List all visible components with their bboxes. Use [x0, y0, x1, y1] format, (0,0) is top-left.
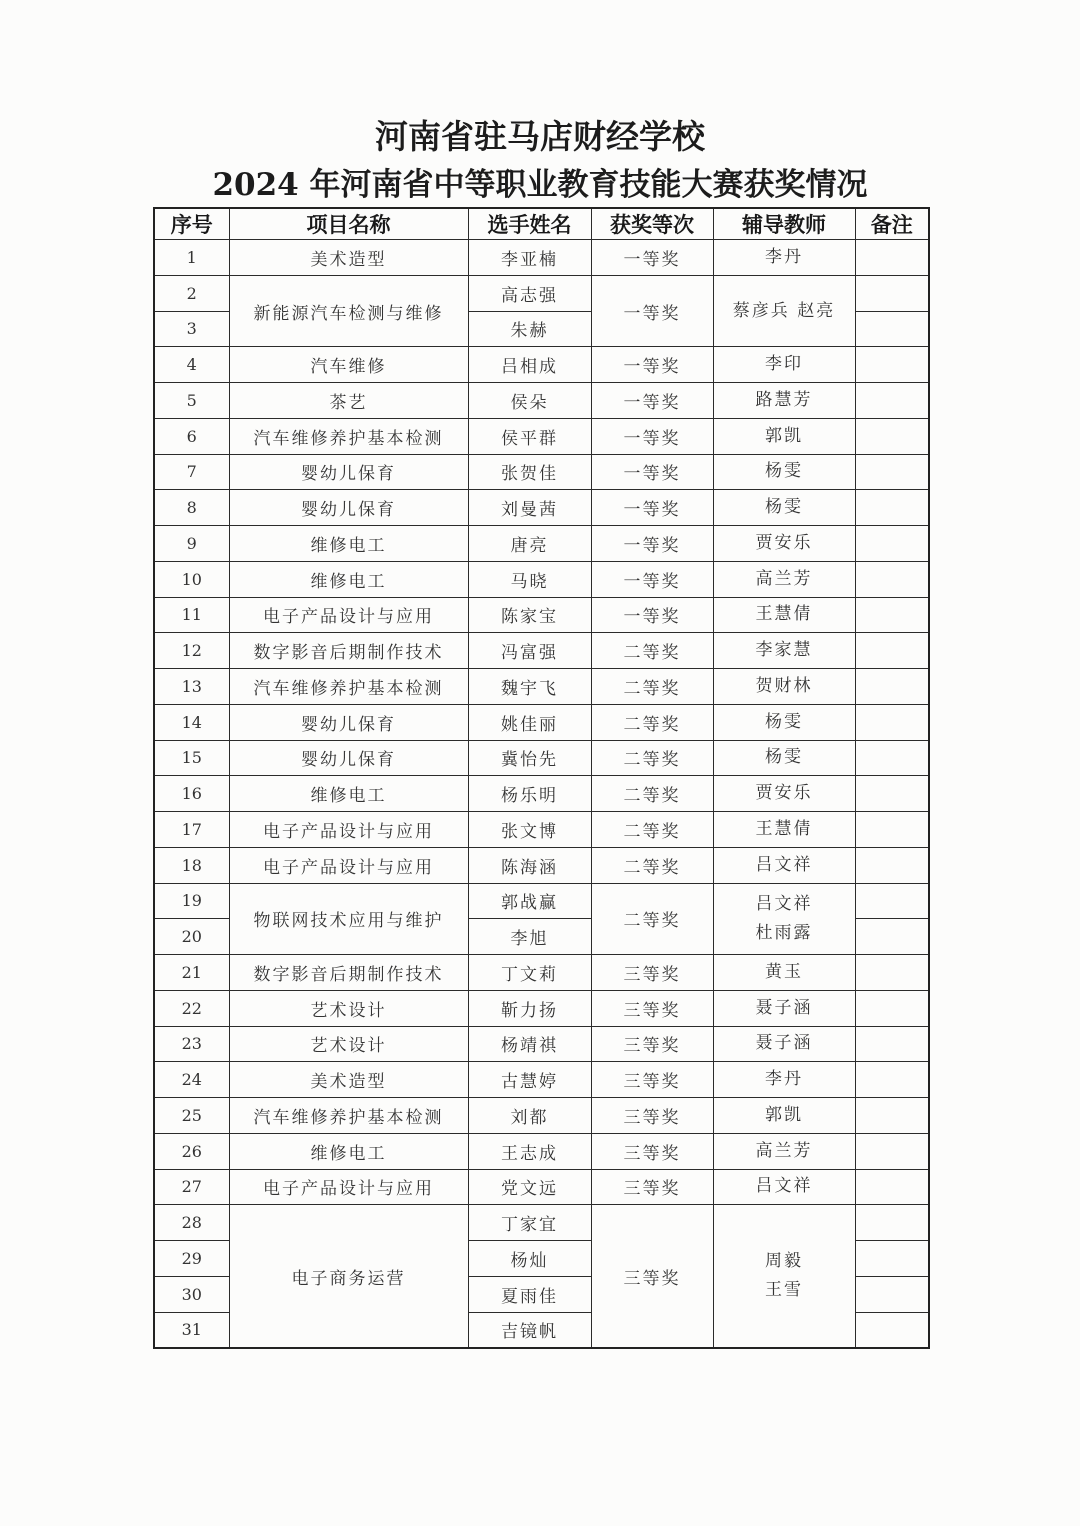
table-row	[154, 383, 929, 419]
remark-cell	[855, 1169, 929, 1205]
project-name-cell: 新能源汽车检测与维修	[229, 275, 468, 347]
project-name-cell: 汽车维修	[229, 347, 468, 383]
project-name-cell: 艺术设计	[229, 990, 468, 1026]
instructor-cell	[713, 990, 855, 1026]
instructor-cell	[713, 454, 855, 490]
table-row	[154, 1062, 929, 1098]
project-name-cell: 婴幼儿保育	[229, 490, 468, 526]
project-name-cell: 婴幼儿保育	[229, 454, 468, 490]
instructor-name: 王慧倩	[755, 818, 813, 839]
table-row	[154, 1133, 929, 1169]
header-contestant: 选手姓名	[468, 208, 591, 240]
row-number-cell: 25	[154, 1098, 229, 1134]
contestant-name-cell: 丁文莉	[468, 955, 591, 991]
instructor-name: 吕文祥	[755, 854, 813, 875]
project-name-cell: 数字影音后期制作技术	[229, 955, 468, 991]
remark-cell	[855, 1133, 929, 1169]
contestant-name-cell: 李旭	[468, 919, 591, 955]
instructor-cell	[713, 633, 855, 669]
row-number-cell: 30	[154, 1276, 229, 1312]
instructor-name: 李印	[765, 354, 803, 375]
remark-cell	[855, 1098, 929, 1134]
header-instructor: 辅导教师	[713, 208, 855, 240]
row-number-cell: 8	[154, 490, 229, 526]
table-row	[154, 704, 929, 740]
project-name-cell: 维修电工	[229, 561, 468, 597]
award-level-cell: 一等奖	[591, 526, 713, 562]
table-row	[154, 883, 929, 919]
instructor-cell	[713, 669, 855, 705]
table-row	[154, 669, 929, 705]
instructor-cell	[713, 418, 855, 454]
document-subtitle: 2024 年河南省中等职业教育技能大赛获奖情况	[212, 167, 868, 203]
contestant-name-cell: 古慧婷	[468, 1062, 591, 1098]
table-row	[154, 990, 929, 1026]
contestant-name-cell: 郭战赢	[468, 883, 591, 919]
project-name-cell: 汽车维修养护基本检测	[229, 669, 468, 705]
remark-cell	[855, 526, 929, 562]
award-level-cell: 一等奖	[591, 454, 713, 490]
award-level-cell: 一等奖	[591, 383, 713, 419]
instructor-name: 王雪	[765, 1280, 803, 1300]
contestant-name-cell: 侯朵	[468, 383, 591, 419]
project-name-cell: 维修电工	[229, 776, 468, 812]
header-row	[154, 208, 929, 240]
award-level-cell: 三等奖	[591, 1026, 713, 1062]
remark-cell	[855, 347, 929, 383]
table-row	[154, 597, 929, 633]
award-level-cell: 一等奖	[591, 561, 713, 597]
remark-cell	[855, 669, 929, 705]
contestant-name-cell: 李亚楠	[468, 240, 591, 276]
project-name-cell: 维修电工	[229, 1133, 468, 1169]
contestant-name-cell: 吉镜帆	[468, 1312, 591, 1348]
row-number-cell: 4	[154, 347, 229, 383]
row-number-cell: 29	[154, 1241, 229, 1277]
project-name-cell: 电子产品设计与应用	[229, 1169, 468, 1205]
table-row	[154, 1098, 929, 1134]
table-row	[154, 1205, 929, 1241]
instructor-name: 路慧芳	[755, 389, 813, 410]
instructor-cell	[713, 275, 855, 347]
instructor-name: 杨雯	[765, 497, 803, 518]
contestant-name-cell: 张文博	[468, 812, 591, 848]
project-name-cell: 婴幼儿保育	[229, 704, 468, 740]
instructor-cell	[713, 955, 855, 991]
row-number-cell: 7	[154, 454, 229, 490]
remark-cell	[855, 383, 929, 419]
instructor-cell	[713, 883, 855, 955]
instructor-name: 周毅	[765, 1251, 803, 1271]
row-number-cell: 23	[154, 1026, 229, 1062]
instructor-name: 杨雯	[765, 711, 803, 732]
instructor-cell	[713, 561, 855, 597]
instructor-cell	[713, 1133, 855, 1169]
table-row	[154, 812, 929, 848]
table-row	[154, 526, 929, 562]
project-name-cell: 汽车维修养护基本检测	[229, 418, 468, 454]
instructor-cell	[713, 383, 855, 419]
instructor-name: 聂子涵	[755, 997, 813, 1018]
instructor-name: 杜雨露	[755, 922, 813, 943]
table-row	[154, 1169, 929, 1205]
remark-cell	[855, 740, 929, 776]
row-number-cell: 17	[154, 812, 229, 848]
award-level-cell: 一等奖	[591, 597, 713, 633]
project-name-cell: 电子商务运营	[229, 1205, 468, 1348]
remark-cell	[855, 454, 929, 490]
header-award: 获奖等次	[591, 208, 713, 240]
instructor-cell	[713, 1026, 855, 1062]
instructor-name: 李家慧	[755, 640, 813, 661]
instructor-cell	[713, 240, 855, 276]
instructor-cell	[713, 1098, 855, 1134]
table-row	[154, 454, 929, 490]
award-level-cell: 二等奖	[591, 633, 713, 669]
instructor-cell	[713, 597, 855, 633]
contestant-name-cell: 陈家宝	[468, 597, 591, 633]
instructor-name: 李丹	[765, 246, 803, 267]
header-project: 项目名称	[229, 208, 468, 240]
row-number-cell: 16	[154, 776, 229, 812]
award-level-cell: 二等奖	[591, 740, 713, 776]
instructor-cell	[713, 1062, 855, 1098]
award-level-cell: 二等奖	[591, 847, 713, 883]
contestant-name-cell: 冀怡先	[468, 740, 591, 776]
award-level-cell: 三等奖	[591, 1133, 713, 1169]
contestant-name-cell: 唐亮	[468, 526, 591, 562]
remark-cell	[855, 1062, 929, 1098]
instructor-cell	[713, 847, 855, 883]
contestant-name-cell: 党文远	[468, 1169, 591, 1205]
remark-cell	[855, 275, 929, 311]
contestant-name-cell: 吕相成	[468, 347, 591, 383]
project-name-cell: 汽车维修养护基本检测	[229, 1098, 468, 1134]
contestant-name-cell: 冯富强	[468, 633, 591, 669]
project-name-cell: 婴幼儿保育	[229, 740, 468, 776]
remark-cell	[855, 704, 929, 740]
instructor-name: 高兰芳	[755, 1140, 813, 1161]
remark-cell	[855, 883, 929, 919]
award-level-cell: 三等奖	[591, 955, 713, 991]
row-number-cell: 6	[154, 418, 229, 454]
award-level-cell: 一等奖	[591, 240, 713, 276]
table-row	[154, 347, 929, 383]
remark-cell	[855, 847, 929, 883]
remark-cell	[855, 633, 929, 669]
row-number-cell: 13	[154, 669, 229, 705]
instructor-name: 贾安乐	[755, 532, 813, 553]
award-level-cell: 一等奖	[591, 418, 713, 454]
award-level-cell: 二等奖	[591, 776, 713, 812]
instructor-name: 蔡彦兵 赵亮	[732, 300, 836, 321]
instructor-cell	[713, 1169, 855, 1205]
instructor-cell	[713, 776, 855, 812]
remark-cell	[855, 418, 929, 454]
table-row	[154, 776, 929, 812]
table-row	[154, 740, 929, 776]
row-number-cell: 1	[154, 240, 229, 276]
contestant-name-cell: 魏宇飞	[468, 669, 591, 705]
remark-cell	[855, 490, 929, 526]
instructor-name: 王慧倩	[755, 604, 813, 625]
contestant-name-cell: 刘都	[468, 1098, 591, 1134]
instructor-name: 黄玉	[765, 961, 803, 982]
row-number-cell: 11	[154, 597, 229, 633]
contestant-name-cell: 杨靖祺	[468, 1026, 591, 1062]
remark-cell	[855, 955, 929, 991]
row-number-cell: 26	[154, 1133, 229, 1169]
instructor-name: 聂子涵	[755, 1033, 813, 1054]
project-name-cell: 维修电工	[229, 526, 468, 562]
table-row	[154, 1026, 929, 1062]
project-name-cell: 电子产品设计与应用	[229, 847, 468, 883]
remark-cell	[855, 776, 929, 812]
instructor-cell	[713, 812, 855, 848]
row-number-cell: 27	[154, 1169, 229, 1205]
remark-cell	[855, 919, 929, 955]
contestant-name-cell: 姚佳丽	[468, 704, 591, 740]
row-number-cell: 15	[154, 740, 229, 776]
award-table	[153, 207, 930, 1349]
project-name-cell: 茶艺	[229, 383, 468, 419]
contestant-name-cell: 杨灿	[468, 1241, 591, 1277]
award-level-cell: 二等奖	[591, 669, 713, 705]
row-number-cell: 28	[154, 1205, 229, 1241]
remark-cell	[855, 1241, 929, 1277]
contestant-name-cell: 杨乐明	[468, 776, 591, 812]
table-row	[154, 847, 929, 883]
row-number-cell: 21	[154, 955, 229, 991]
table-header	[154, 208, 929, 240]
remark-cell	[855, 240, 929, 276]
instructor-cell	[713, 1205, 855, 1348]
contestant-name-cell: 夏雨佳	[468, 1276, 591, 1312]
award-level-cell: 二等奖	[591, 812, 713, 848]
instructor-name: 吕文祥	[755, 1176, 813, 1197]
contestant-name-cell: 丁家宜	[468, 1205, 591, 1241]
document-title: 河南省驻马店财经学校	[375, 117, 705, 156]
header-remark: 备注	[855, 208, 929, 240]
header-number: 序号	[154, 208, 229, 240]
instructor-name: 郭凯	[765, 1104, 803, 1125]
remark-cell	[855, 561, 929, 597]
award-level-cell: 二等奖	[591, 704, 713, 740]
contestant-name-cell: 高志强	[468, 275, 591, 311]
remark-cell	[855, 1205, 929, 1241]
table-row	[154, 561, 929, 597]
remark-cell	[855, 812, 929, 848]
project-name-cell: 物联网技术应用与维护	[229, 883, 468, 955]
table-row	[154, 418, 929, 454]
award-level-cell: 一等奖	[591, 275, 713, 347]
table-row	[154, 240, 929, 276]
award-level-cell: 三等奖	[591, 1205, 713, 1348]
award-level-cell: 三等奖	[591, 1098, 713, 1134]
award-level-cell: 三等奖	[591, 990, 713, 1026]
table-row	[154, 955, 929, 991]
project-name-cell: 艺术设计	[229, 1026, 468, 1062]
contestant-name-cell: 刘曼茜	[468, 490, 591, 526]
instructor-name: 高兰芳	[755, 568, 813, 589]
row-number-cell: 31	[154, 1312, 229, 1348]
project-name-cell: 美术造型	[229, 1062, 468, 1098]
instructor-cell	[713, 490, 855, 526]
row-number-cell: 14	[154, 704, 229, 740]
instructor-name: 吕文祥	[755, 893, 813, 914]
row-number-cell: 3	[154, 311, 229, 347]
instructor-cell	[713, 740, 855, 776]
contestant-name-cell: 张贺佳	[468, 454, 591, 490]
instructor-cell	[713, 526, 855, 562]
row-number-cell: 12	[154, 633, 229, 669]
award-level-cell: 二等奖	[591, 883, 713, 955]
contestant-name-cell: 马晓	[468, 561, 591, 597]
instructor-name: 郭凯	[765, 425, 803, 446]
remark-cell	[855, 990, 929, 1026]
row-number-cell: 5	[154, 383, 229, 419]
instructor-name: 贺财林	[755, 675, 813, 696]
award-level-cell: 三等奖	[591, 1062, 713, 1098]
table-row	[154, 490, 929, 526]
table-row	[154, 275, 929, 311]
row-number-cell: 18	[154, 847, 229, 883]
row-number-cell: 9	[154, 526, 229, 562]
table-body	[154, 240, 929, 1348]
instructor-name: 李丹	[765, 1069, 803, 1090]
row-number-cell: 20	[154, 919, 229, 955]
row-number-cell: 2	[154, 275, 229, 311]
instructor-cell	[713, 704, 855, 740]
instructor-name: 杨雯	[765, 747, 803, 768]
contestant-name-cell: 王志成	[468, 1133, 591, 1169]
award-level-cell: 一等奖	[591, 490, 713, 526]
remark-cell	[855, 597, 929, 633]
contestant-name-cell: 侯平群	[468, 418, 591, 454]
remark-cell	[855, 1026, 929, 1062]
table-row	[154, 633, 929, 669]
remark-cell	[855, 311, 929, 347]
row-number-cell: 10	[154, 561, 229, 597]
remark-cell	[855, 1276, 929, 1312]
contestant-name-cell: 靳力扬	[468, 990, 591, 1026]
project-name-cell: 美术造型	[229, 240, 468, 276]
row-number-cell: 22	[154, 990, 229, 1026]
instructor-name: 杨雯	[765, 461, 803, 482]
instructor-name: 贾安乐	[755, 783, 813, 804]
project-name-cell: 电子产品设计与应用	[229, 812, 468, 848]
award-level-cell: 一等奖	[591, 347, 713, 383]
award-level-cell: 三等奖	[591, 1169, 713, 1205]
remark-cell	[855, 1312, 929, 1348]
row-number-cell: 19	[154, 883, 229, 919]
contestant-name-cell: 朱赫	[468, 311, 591, 347]
row-number-cell: 24	[154, 1062, 229, 1098]
instructor-cell	[713, 347, 855, 383]
contestant-name-cell: 陈海涵	[468, 847, 591, 883]
project-name-cell: 电子产品设计与应用	[229, 597, 468, 633]
project-name-cell: 数字影音后期制作技术	[229, 633, 468, 669]
